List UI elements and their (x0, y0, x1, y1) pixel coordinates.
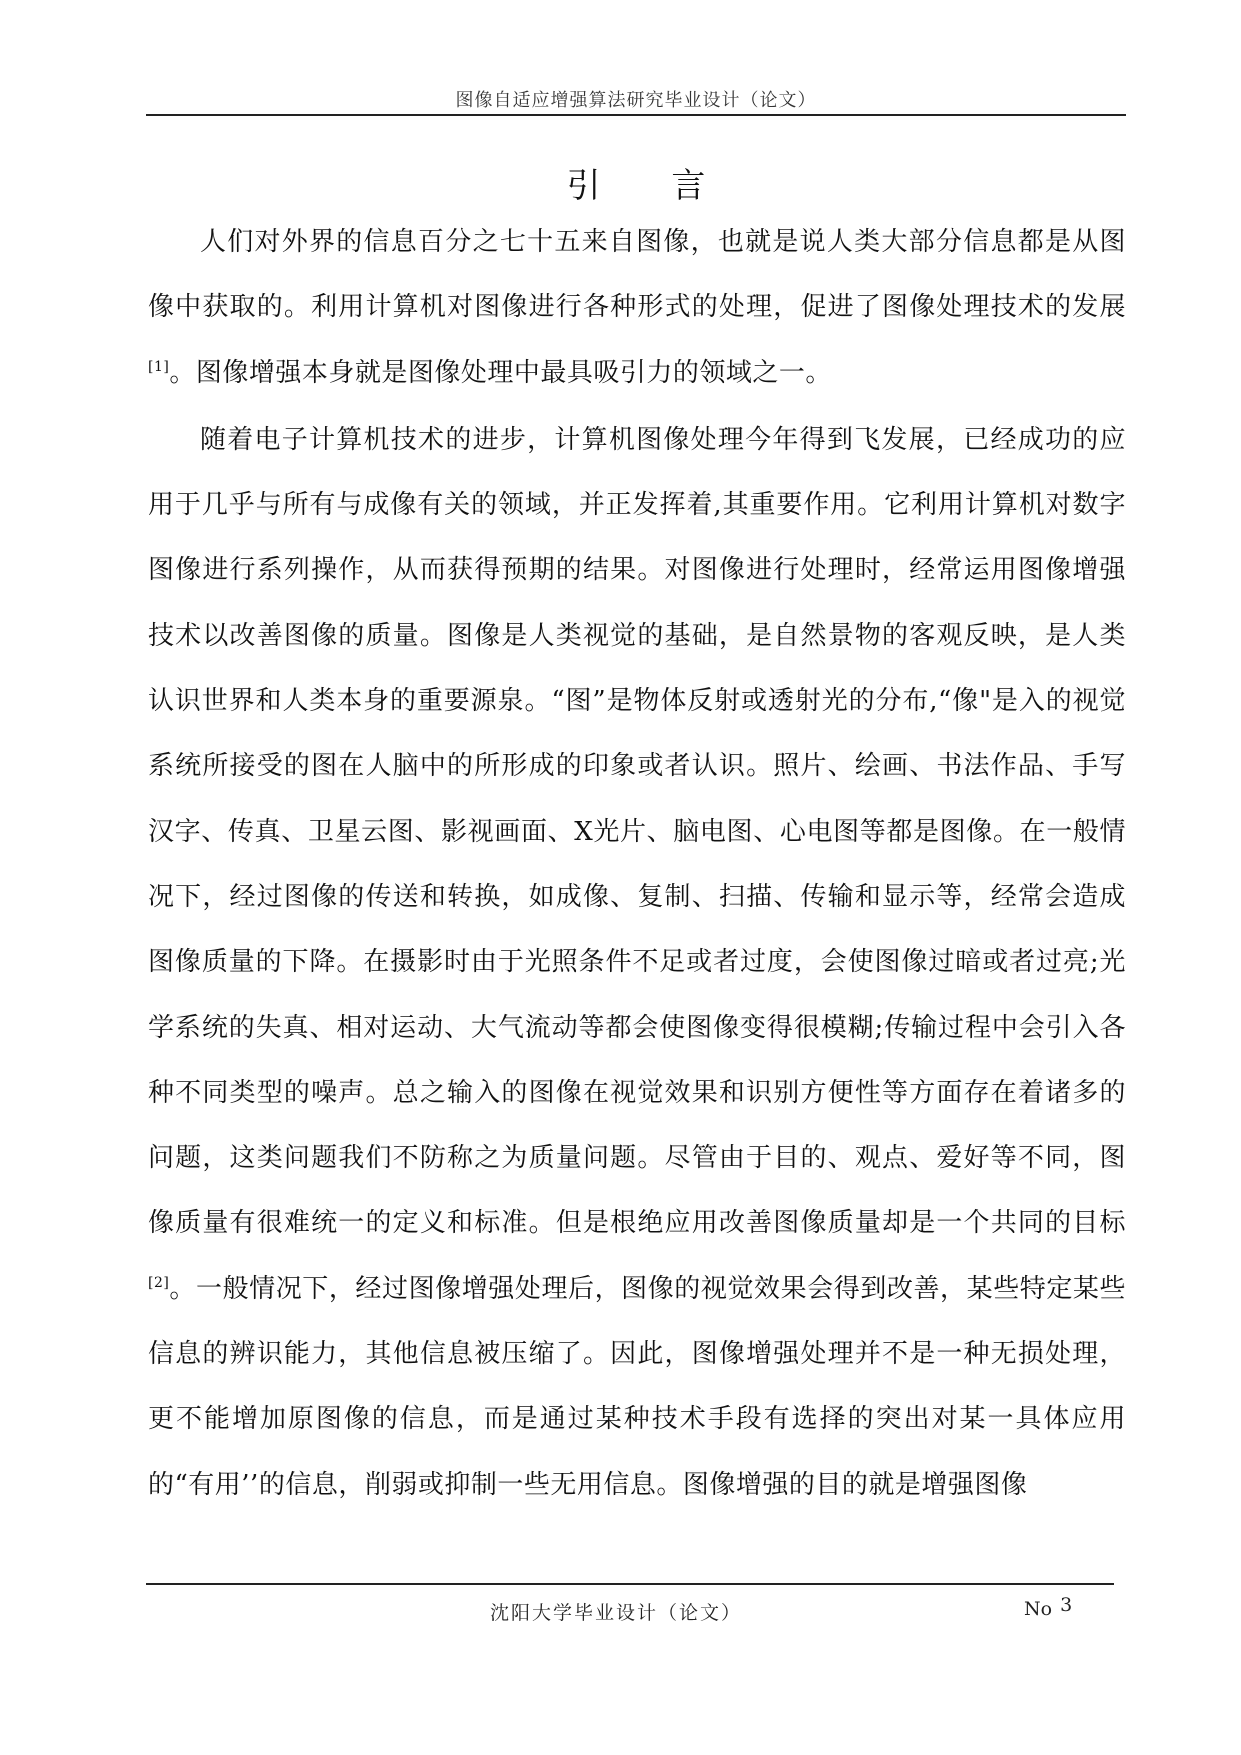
paragraph-1 (148, 210, 1126, 406)
paragraph-2-text-a: 随着电子计算机技术的进步，计算机图像处理今年得到飞发展，已经成功的应用于几乎与所有与成像有关的领域，并正发挥着,其重要作用。它利用计算机对数字图像进行系列操作，从而获得预期的结果。对图像进行处理时，经常运用图像增强技术以改善图像的质量。图像是人类视觉的基础，是自然景物的客观反映，是人类认识世界和人类本身的重要源泉。“图”是物体反射或透射光的分布,“像"是入的视觉系统所接受的图在人脑中的所形成的印象或者认识。照片、绘画、书法作品、手写汉字、传真、卫星云图、影视画面、X光片、脑电图、心电图等都是图像。在一般情况下，经过图像的传送和转换，如成像、复制、扫描、传输和显示等，经常会造成图像质量的下降。在摄影时由于光照条件不足或者过度，会使图像过暗或者过亮;光学系统的失真、相对运动、大气流动等都会使图像变得很模糊;传输过程中会引入各种不同类型的噪声。总之输入的图像在视觉效果和识别方便性等方面存在着诸多的问题，这类问题我们不防称之为质量问题。尽管由于目的、观点、爱好等不同，图像质量有很难统一的定义和标准。但是根绝应用改善图像质量却是一个共同的目标 (148, 424, 1126, 1239)
running-header: 图像自适应增强算法研究毕业设计（论文） (455, 90, 817, 111)
citation-1: [1] (148, 358, 170, 375)
paragraph-2 (148, 408, 1126, 1518)
page-label: No (1024, 1598, 1053, 1620)
paragraph-1-text-b: 。图像增强本身就是图像处理中最具吸引力的领域之一。 (169, 357, 832, 388)
body-text (148, 210, 1126, 1518)
paragraph-2-text-b: 。一般情况下，经过图像增强处理后，图像的视觉效果会得到改善，某些特定某些信息的辨识能力，其他信息被压缩了。因此，图像增强处理并不是一种无损处理，更不能增加原图像的信息，而是通过某种技术手段有选择的突出对某一具体应用的“有用’’的信息，削弱或抑制一些无用信息。图像增强的目的就是增强图像 (148, 1273, 1126, 1500)
footer-university: 沈阳大学毕业设计（论文） (490, 1602, 743, 1624)
section-title: 引 言 (566, 166, 736, 206)
header-divider (146, 114, 1126, 116)
footer-divider (146, 1583, 1114, 1585)
citation-2: [2] (148, 1274, 170, 1291)
paragraph-1-text-a: 人们对外界的信息百分之七十五来自图像，也就是说人类大部分信息都是从图像中获取的。利用计算机对图像进行各种形式的处理，促进了图像处理技术的发展 (148, 227, 1126, 323)
page-number-value: 3 (1060, 1594, 1073, 1616)
page-number (1024, 1594, 1073, 1620)
